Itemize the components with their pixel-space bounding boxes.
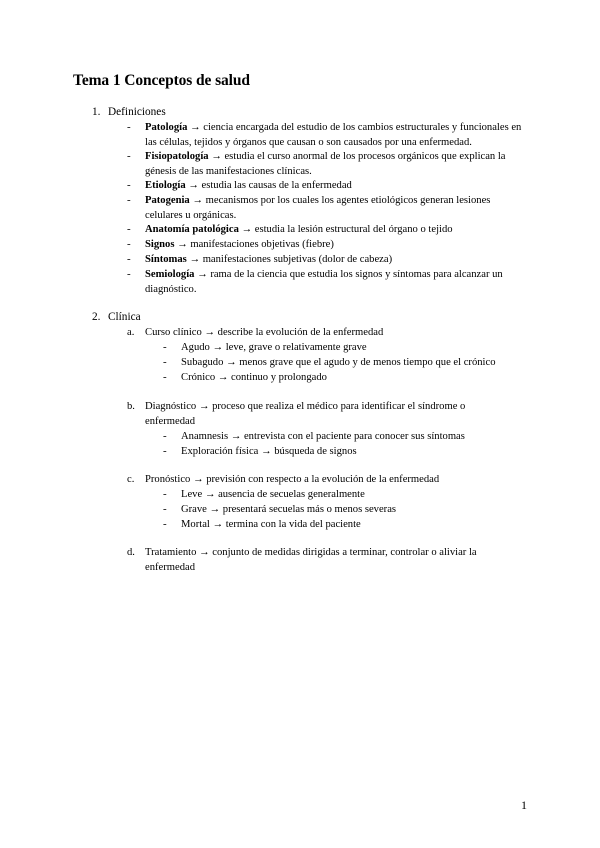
list-bullet: - — [127, 238, 131, 250]
definition-text: estudia el curso anormal de los procesos orgánicos que explican la génesis de las manifestaciones clínicas. — [145, 151, 506, 177]
definition-text: ciencia encargada del estudio de los cambios estructurales y funcionales en las células, tejidos y órganos que causan o son causados por una enfermedad. — [145, 122, 522, 148]
definition-item — [145, 223, 530, 238]
definition-item — [145, 150, 530, 179]
definition-item — [145, 179, 530, 194]
definition-term: Patología — [145, 122, 188, 133]
subsection-text: Curso clínico → describe la evolución de la enfermedad — [145, 327, 384, 338]
arrow-glyph: → — [185, 180, 202, 191]
list-bullet: - — [163, 356, 167, 368]
list-bullet: - — [163, 518, 167, 530]
list-bullet: - — [127, 253, 131, 265]
definition-item — [145, 253, 530, 268]
list-item: Exploración física → búsqueda de signos — [181, 446, 357, 457]
definition-item — [145, 194, 530, 223]
list-item: Mortal → termina con la vida del paciente — [181, 519, 361, 530]
subsection-text: Tratamiento → conjunto de medidas dirigidas a terminar, controlar o aliviar la enfermedad — [145, 547, 477, 573]
definition-term: Semiología — [145, 269, 195, 280]
definition-term: Síntomas — [145, 254, 187, 265]
definition-item — [145, 121, 530, 150]
definition-term: Signos — [145, 239, 175, 250]
list-item: Subagudo → menos grave que el agudo y de menos tiempo que el crónico — [181, 357, 496, 368]
definition-term: Anatomía patológica — [145, 224, 239, 235]
list-bullet: - — [127, 121, 131, 133]
page-title: Tema 1 Conceptos de salud — [73, 72, 250, 89]
arrow-glyph: → — [187, 122, 204, 133]
definition-text: estudia las causas de la enfermedad — [201, 180, 352, 191]
list-item: Crónico → continuo y prolongado — [181, 372, 327, 383]
section-number: 2. — [92, 311, 101, 323]
sublist-letter: b. — [127, 401, 135, 412]
definition-text: estudia la lesión estructural del órgano o tejido — [254, 224, 453, 235]
sublist-letter: c. — [127, 474, 135, 485]
definition-term: Etiología — [145, 180, 186, 191]
subsection-text: Pronóstico → previsión con respecto a la evolución de la enfermedad — [145, 474, 440, 485]
page-number: 1 — [521, 798, 527, 812]
list-item: Anamnesis → entrevista con el paciente para conocer sus síntomas — [181, 431, 465, 442]
subsection-text: Diagnóstico → proceso que realiza el médico para identificar el síndrome o enfermedad — [145, 401, 466, 427]
arrow-glyph: → — [208, 151, 225, 162]
arrow-glyph: → — [194, 269, 211, 280]
sublist-letter: d. — [127, 547, 135, 558]
list-item: Grave → presentará secuelas más o menos severas — [181, 504, 397, 515]
list-bullet: - — [127, 223, 131, 235]
definition-item — [145, 268, 530, 297]
definition-text: mecanismos por los cuales los agentes etiológicos generan lesiones celulares u orgánicas. — [145, 195, 491, 221]
list-bullet: - — [127, 268, 131, 280]
arrow-glyph: → — [186, 254, 203, 265]
list-bullet: - — [127, 194, 131, 206]
list-bullet: - — [163, 445, 167, 457]
definition-text: manifestaciones subjetivas (dolor de cabeza) — [202, 254, 393, 265]
definition-term: Patogenia — [145, 195, 190, 206]
list-bullet: - — [127, 179, 131, 191]
list-bullet: - — [127, 150, 131, 162]
sublist-letter: a. — [127, 327, 135, 338]
arrow-glyph: → — [189, 195, 206, 206]
list-bullet: - — [163, 371, 167, 383]
arrow-glyph: → — [174, 239, 191, 250]
definition-term: Fisiopatología — [145, 151, 209, 162]
list-bullet: - — [163, 341, 167, 353]
list-bullet: - — [163, 430, 167, 442]
definition-text: rama de la ciencia que estudia los signos y síntomas para alcanzar un diagnóstico. — [145, 269, 503, 295]
arrow-glyph: → — [238, 224, 255, 235]
section-heading-clinica: Clínica — [108, 311, 141, 323]
definition-item — [145, 238, 530, 253]
list-bullet: - — [163, 488, 167, 500]
list-bullet: - — [163, 503, 167, 515]
section-heading-definiciones: Definiciones — [108, 106, 166, 118]
section-number: 1. — [92, 106, 101, 118]
definition-text: manifestaciones objetivas (fiebre) — [190, 239, 334, 250]
list-item: Leve → ausencia de secuelas generalmente — [181, 489, 365, 500]
list-item: Agudo → leve, grave o relativamente grave — [181, 342, 367, 353]
